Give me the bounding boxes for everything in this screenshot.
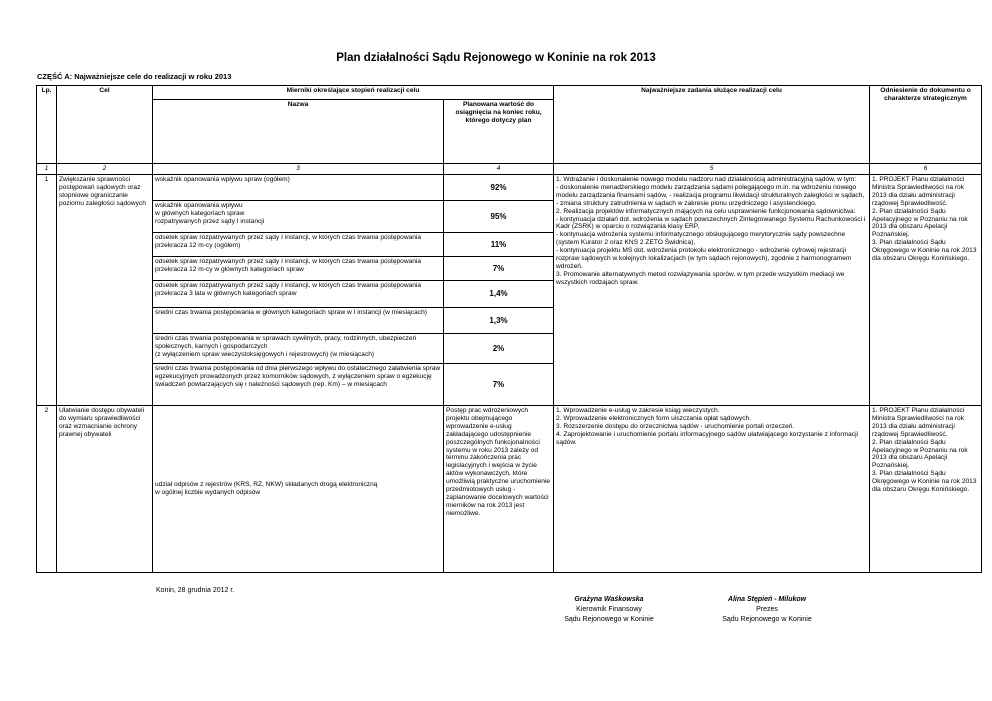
signature-block-president — [708, 595, 826, 625]
header-odniesienie: Odniesienie do dokumentu o charakterze strategicznym — [870, 86, 982, 164]
measure-name: średni czas trwania postępowania w sprawach cywilnych, pracy, rodzinnych, ubezpieczeń społecznych, karnych i gospodarczych (z wyłączeniem spraw wieczystoksięgowych i rejestrowych) (w miesiącach) — [153, 334, 444, 364]
goal-1-cel: Zwiększanie sprawności postępowań sądowych oraz stopniowe ograniczanie poziomu zaległości sądowych — [57, 175, 153, 406]
col-number: 2 — [57, 164, 153, 175]
col-number: 5 — [554, 164, 870, 175]
signature-block-finance — [550, 595, 668, 625]
measure-value: 1,3% — [444, 308, 554, 334]
page-title: Plan działalności Sądu Rejonowego w Koninie na rok 2013 — [336, 52, 656, 64]
goal-1-zadania: 1. Wdrażanie i doskonalenie nowego modelu nadzoru nad działalnością administracyjną sądów, w tym: - doskonalenie menadżerskiego modelu zarządzania sądami polegającego m.in. na wdrożeniu nowego modelu zarządzania finansami sądów, - realizacja programu likwidacji strukturalnych zaległości w sądach, - zmiana struktury zatrudnienia w sądach w zakresie pionu urzędniczego i asystenckiego. 2. Realizacja projektów informatycznych mających na celu usprawnienie funkcjonowania sądownictwa: - kontynuacja działań dot. wdrożenia w sądach powszechnych Zintegrowanego Systemu Rachunkowości i Kadr (ZSRK) w oparciu o rozwiązania klasy ERP, - kontynuacja wdrożenia systemu informatycznego obsługującego merytorycznie sądy powszechne (system Kurator 2 oraz KNS 2 ZETO Świdnica), - kontynuacja projektu MS dot. wdrożenia protokołu elektronicznego - wdrożenie cyfrowej rejestracji rozpraw sądowych w kolejnych lokalizacjach (w tym sądach rejonowych), zgodnie z harmonogramem wdrożeń. 3. Promowanie alternatywnych metod rozwiązywania sporów, w tym przede wszystkim mediacji we wszystkich rodzajach spraw. — [554, 175, 870, 406]
goal-2-zadania: 1. Wprowadzenie e-usług w zakresie ksiąg wieczystych. 2. Wprowadzenie elektronicznych form uiszczania opłat sądowych. 3. Rozszerzenie dostępu do orzecznictwa sądów - uruchomienie portali orzeczeń. 4. Zaprojektowanie i uruchomienie portalu informacyjnego sądów ułatwiającego korzystanie z informacji sądów. — [554, 406, 870, 573]
header-cel: Cel — [57, 86, 153, 164]
header-lp: Lp. — [37, 86, 57, 164]
measure-value: 7% — [444, 364, 554, 406]
measure-name: średni czas trwania postępowania od dnia pierwszego wpływu do ostatecznego załatwienia spraw egzekucyjnych prowadzonych przez komorników sądowych, z wyłączeniem spraw o egzekucję świadczeń powtarzających się i należności sądowych (rep. Km) – w miesiącach — [153, 364, 444, 406]
header-zadania: Najważniejsze zadania służące realizacji celu — [554, 86, 870, 164]
measure-name: średni czas trwania postępowania w głównych kategoriach spraw w I instancji (w miesiącach) — [153, 308, 444, 334]
measure-value: 2% — [444, 334, 554, 364]
measure-value: 92% — [444, 175, 554, 201]
measure-value: 1,4% — [444, 281, 554, 308]
signatory-org: Sądu Rejonowego w Koninie — [722, 616, 812, 624]
goal-1-lp: 1 — [37, 175, 57, 406]
col-number: 1 — [37, 164, 57, 175]
plan-table — [36, 85, 982, 573]
header-planowana: Planowana wartość do osiągnięcia na koniec roku, którego dotyczy plan — [444, 100, 554, 164]
signatory-org: Sądu Rejonowego w Koninie — [564, 616, 654, 624]
goal-2-lp: 2 — [37, 406, 57, 573]
goal-2-cel: Ułatwianie dostępu obywateli do wymiaru sprawiedliwości oraz wzmacnianie ochrony prawnej obywateli — [57, 406, 153, 573]
header-nazwa: Nazwa — [153, 100, 444, 164]
goal-2-odniesienie: 1. PROJEKT Planu działalności Ministra Sprawiedliwości na rok 2013 dla działu administracji rządowej Sprawiedliwość. 2. Plan działalności Sądu Apelacyjnego w Poznaniu na rok 2013 dla obszaru Apelacji Poznańskiej. 3. Plan działalności Sądu Okręgowego w Koninie na rok 2013 dla obszaru Okręgu Konińskiego. — [870, 406, 982, 573]
col-number: 3 — [153, 164, 444, 175]
part-heading: CZĘŚĆ A: Najważniejsze cele do realizacji w roku 2013 — [37, 72, 232, 81]
measure-name: wskaźnik opanowania wpływu spraw (ogółem) — [153, 175, 444, 201]
footer-date: Konin, 28 grudnia 2012 r. — [156, 587, 235, 594]
signatory-role: Kierownik Finansowy — [576, 606, 642, 614]
signatory-role: Prezes — [756, 606, 778, 614]
goal-1-odniesienie: 1. PROJEKT Planu działalności Ministra Sprawiedliwości na rok 2013 dla działu administracji rządowej Sprawiedliwość. 2. Plan działalności Sądu Apelacyjnego w Poznaniu na rok 2013 dla obszaru Apelacji Poznańskiej. 3. Plan działalności Sądu Okręgowego w Koninie na rok 2013 dla obszaru Okręgu Konińskiego. — [870, 175, 982, 406]
header-mierniki: Mierniki określające stopień realizacji celu — [153, 86, 554, 100]
measure-name: odsetek spraw rozpatrywanych przez sądy I instancji, w których czas trwania postępowania przekracza 3 lata w głównych kategoriach spraw — [153, 281, 444, 308]
measure-name: wskaźnik opanowania wpływu w głównych kategoriach spraw rozpatrywanych przez sądy I instancji — [153, 201, 444, 233]
goal-2-measure: udział odpisów z rejestrów (KRS, RZ, NKW) składanych drogą elektroniczną w ogólnej liczbie wydanych odpisów — [153, 406, 444, 573]
measure-name: odsetek spraw rozpatrywanych przez sądy I instancji, w których czas trwania postępowania przekracza 12 m-cy (ogółem) — [153, 233, 444, 257]
measure-name: odsetek spraw rozpatrywanych przez sądy I instancji, w których czas trwania postępowania przekracza 12 m-cy w głównych kategoriach spraw — [153, 257, 444, 281]
signatory-name: Grażyna Waśkowska — [574, 596, 644, 603]
measure-value: 95% — [444, 201, 554, 233]
measure-value: 7% — [444, 257, 554, 281]
col-number: 6 — [870, 164, 982, 175]
col-number: 4 — [444, 164, 554, 175]
signatory-name: Alina Stępień - Milukow — [727, 596, 807, 603]
goal-2-value: Postęp prac wdrożeniowych projektu obejmującego wprowadzenie e-usług zakładającego udostępnienie poszczególnych funkcjonalności systemu w roku 2013 zależy od terminu zakończenia prac legislacyjnych i wejścia w życie aktów wykonawczych, które umożliwią praktyczne uruchomienie przedmiotowych usług - zaplanowanie docelowych wartości mierników na rok 2013 jest niemożliwe. — [444, 406, 554, 573]
measure-value: 11% — [444, 233, 554, 257]
